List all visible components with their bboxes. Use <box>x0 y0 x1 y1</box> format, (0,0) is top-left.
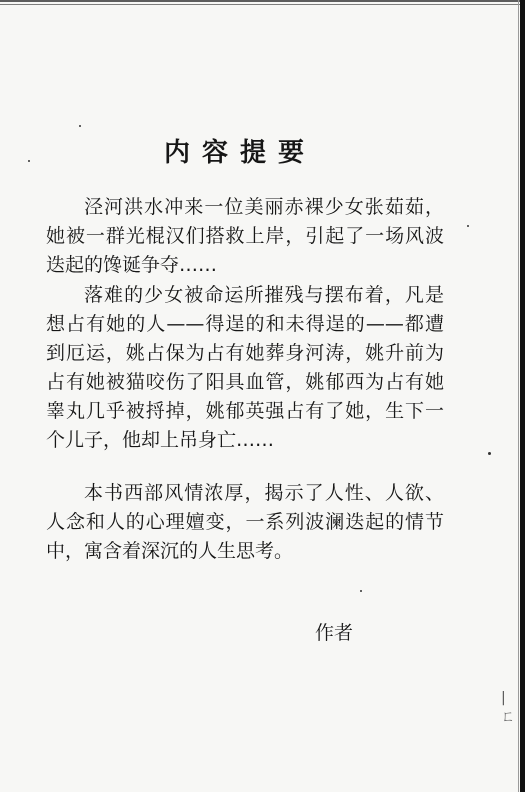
page-title: 内容提要 <box>163 138 316 168</box>
scan-speck <box>360 590 362 592</box>
scan-speck <box>28 160 30 162</box>
scan-speck <box>79 125 81 127</box>
summary-paragraph-1: 泾河洪水冲来一位美丽赤裸少女张茹茹，她被一群光棍汉们搭救上岸，引起了一场风波迭起的馋诞争夺…… <box>46 196 444 276</box>
scan-artifact-mark: | ㄈ <box>501 690 515 725</box>
top-border-rule <box>0 0 525 6</box>
page-right-edge-line <box>518 0 519 792</box>
scan-speck <box>488 452 491 455</box>
summary-paragraph-2: 落难的少女被命运所摧残与摆布着，凡是想占有她的人——得逞的和未得逞的——都遭到厄运，姚占保为占有她葬身河涛，姚升前为占有她被猫咬伤了阳具血管，姚郁西为占有她睾丸几乎被捋掉，姚郁英强占有了她，生下一个儿子，他却上吊身亡…… <box>46 284 444 451</box>
summary-paragraph-3: 本书西部风情浓厚，揭示了人性、人欲、人念和人的心理嬗变，一系列波澜迭起的情节中，寓含着深沉的人生思考。 <box>46 482 444 562</box>
page-right-edge <box>520 0 525 792</box>
scan-speck <box>467 225 469 227</box>
author-signature: 作者 <box>315 622 354 644</box>
